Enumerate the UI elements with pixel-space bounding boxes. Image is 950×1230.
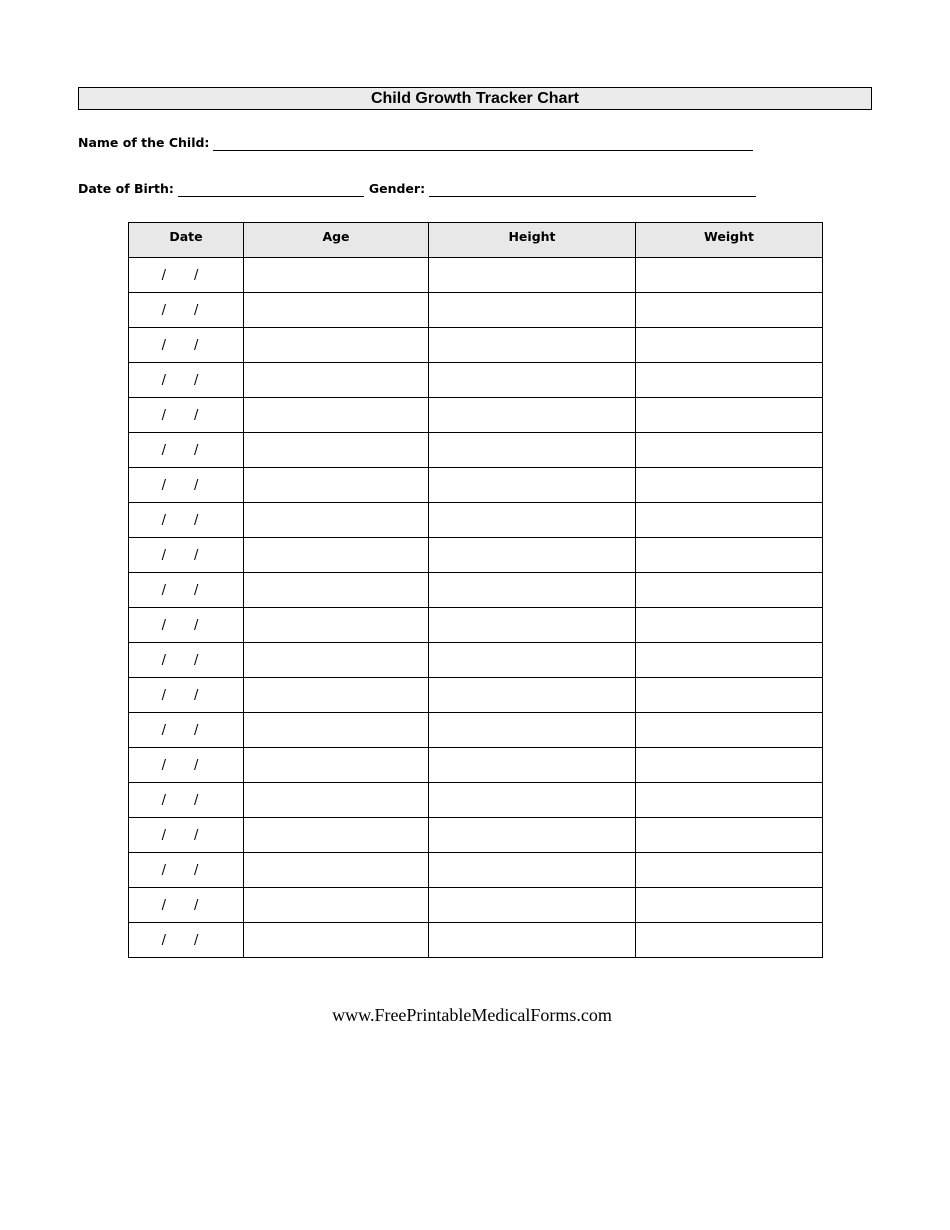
table-row: [129, 713, 823, 748]
date-separator: /: [161, 337, 166, 353]
table-body: [129, 258, 823, 958]
table-row: [129, 258, 823, 293]
weight-cell[interactable]: [636, 398, 823, 433]
date-separator: /: [161, 582, 166, 598]
date-separator: /: [194, 757, 199, 773]
table-row: [129, 818, 823, 853]
date-cell[interactable]: [129, 643, 244, 678]
date-separator: /: [194, 512, 199, 528]
dob-gender-field: [78, 181, 756, 197]
height-cell[interactable]: [429, 433, 636, 468]
height-cell[interactable]: [429, 748, 636, 783]
age-cell[interactable]: [244, 888, 429, 923]
dob-label: Date of Birth:: [78, 181, 174, 196]
date-separator: /: [161, 267, 166, 283]
header-height: Height: [429, 223, 636, 258]
date-separators: [162, 583, 199, 598]
date-separator: /: [161, 442, 166, 458]
date-separators: [162, 863, 199, 878]
gender-blank[interactable]: [429, 195, 756, 197]
table-row: [129, 678, 823, 713]
table-row: [129, 573, 823, 608]
date-separators: [162, 268, 199, 283]
date-separator: /: [194, 442, 199, 458]
date-separators: [162, 723, 199, 738]
height-cell[interactable]: [429, 853, 636, 888]
table-row: [129, 503, 823, 538]
date-separator: /: [161, 407, 166, 423]
weight-cell[interactable]: [636, 853, 823, 888]
date-separators: [162, 898, 199, 913]
date-separators: [162, 828, 199, 843]
date-cell[interactable]: [129, 608, 244, 643]
date-separator: /: [161, 757, 166, 773]
age-cell[interactable]: [244, 538, 429, 573]
date-separator: /: [161, 477, 166, 493]
child-name-blank[interactable]: [213, 149, 753, 151]
height-cell[interactable]: [429, 258, 636, 293]
weight-cell[interactable]: [636, 363, 823, 398]
table-header-row: [129, 223, 823, 258]
date-separator: /: [161, 862, 166, 878]
weight-cell[interactable]: [636, 748, 823, 783]
date-separators: [162, 933, 199, 948]
date-cell[interactable]: [129, 468, 244, 503]
height-cell[interactable]: [429, 573, 636, 608]
weight-cell[interactable]: [636, 468, 823, 503]
weight-cell[interactable]: [636, 503, 823, 538]
date-separator: /: [194, 407, 199, 423]
form-title: Child Growth Tracker Chart: [78, 87, 872, 110]
weight-cell[interactable]: [636, 328, 823, 363]
age-cell[interactable]: [244, 818, 429, 853]
date-cell[interactable]: [129, 293, 244, 328]
date-separator: /: [194, 302, 199, 318]
date-separators: [162, 793, 199, 808]
weight-cell[interactable]: [636, 258, 823, 293]
table-row: [129, 923, 823, 958]
height-cell[interactable]: [429, 818, 636, 853]
age-cell[interactable]: [244, 398, 429, 433]
date-separator: /: [194, 582, 199, 598]
date-separator: /: [161, 792, 166, 808]
date-separator: /: [194, 617, 199, 633]
date-separator: /: [194, 827, 199, 843]
date-separator: /: [161, 302, 166, 318]
date-separator: /: [194, 547, 199, 563]
date-cell[interactable]: [129, 328, 244, 363]
date-separator: /: [161, 827, 166, 843]
child-name-field: [78, 135, 753, 151]
dob-blank[interactable]: [178, 195, 364, 197]
date-separator: /: [194, 932, 199, 948]
date-separator: /: [161, 652, 166, 668]
weight-cell[interactable]: [636, 923, 823, 958]
weight-cell[interactable]: [636, 433, 823, 468]
table-row: [129, 748, 823, 783]
date-separator: /: [161, 932, 166, 948]
date-separator: /: [194, 862, 199, 878]
date-separators: [162, 688, 199, 703]
growth-table: [128, 222, 823, 958]
date-separator: /: [194, 722, 199, 738]
gender-label: Gender:: [368, 181, 426, 196]
weight-cell[interactable]: [636, 608, 823, 643]
date-separator: /: [161, 722, 166, 738]
date-separator: /: [194, 477, 199, 493]
date-cell[interactable]: [129, 398, 244, 433]
date-separator: /: [194, 897, 199, 913]
header-age: Age: [244, 223, 429, 258]
date-separators: [162, 653, 199, 668]
age-cell[interactable]: [244, 328, 429, 363]
date-separators: [162, 513, 199, 528]
age-cell[interactable]: [244, 853, 429, 888]
height-cell[interactable]: [429, 678, 636, 713]
age-cell[interactable]: [244, 608, 429, 643]
height-cell[interactable]: [429, 328, 636, 363]
footer-url: www.FreePrintableMedicalForms.com: [332, 1005, 612, 1025]
date-cell[interactable]: [129, 923, 244, 958]
weight-cell[interactable]: [636, 713, 823, 748]
table-row: [129, 328, 823, 363]
height-cell[interactable]: [429, 923, 636, 958]
weight-cell[interactable]: [636, 643, 823, 678]
height-cell[interactable]: [429, 713, 636, 748]
height-cell[interactable]: [429, 398, 636, 433]
date-cell[interactable]: [129, 363, 244, 398]
date-cell[interactable]: [129, 713, 244, 748]
table-row: [129, 468, 823, 503]
header-weight: Weight: [636, 223, 823, 258]
date-separator: /: [161, 547, 166, 563]
weight-cell[interactable]: [636, 678, 823, 713]
date-cell[interactable]: [129, 573, 244, 608]
weight-cell[interactable]: [636, 538, 823, 573]
weight-cell[interactable]: [636, 573, 823, 608]
date-separator: /: [194, 337, 199, 353]
age-cell[interactable]: [244, 923, 429, 958]
age-cell[interactable]: [244, 293, 429, 328]
date-cell[interactable]: [129, 748, 244, 783]
date-cell[interactable]: [129, 888, 244, 923]
date-cell[interactable]: [129, 258, 244, 293]
date-separators: [162, 408, 199, 423]
date-separator: /: [161, 512, 166, 528]
table-row: [129, 853, 823, 888]
table-row: [129, 783, 823, 818]
date-separators: [162, 443, 199, 458]
age-cell[interactable]: [244, 468, 429, 503]
age-cell[interactable]: [244, 503, 429, 538]
table-row: [129, 608, 823, 643]
weight-cell[interactable]: [636, 783, 823, 818]
weight-cell[interactable]: [636, 888, 823, 923]
age-cell[interactable]: [244, 258, 429, 293]
date-separators: [162, 338, 199, 353]
table-row: [129, 363, 823, 398]
height-cell[interactable]: [429, 783, 636, 818]
table-row: [129, 433, 823, 468]
date-cell[interactable]: [129, 678, 244, 713]
date-cell[interactable]: [129, 853, 244, 888]
date-cell[interactable]: [129, 538, 244, 573]
date-separators: [162, 758, 199, 773]
date-separators: [162, 548, 199, 563]
date-separator: /: [194, 267, 199, 283]
table-row: [129, 888, 823, 923]
weight-cell[interactable]: [636, 293, 823, 328]
height-cell[interactable]: [429, 643, 636, 678]
height-cell[interactable]: [429, 293, 636, 328]
header-date: Date: [129, 223, 244, 258]
age-cell[interactable]: [244, 643, 429, 678]
height-cell[interactable]: [429, 888, 636, 923]
date-separator: /: [194, 652, 199, 668]
weight-cell[interactable]: [636, 818, 823, 853]
age-cell[interactable]: [244, 783, 429, 818]
date-separators: [162, 618, 199, 633]
date-separators: [162, 373, 199, 388]
age-cell[interactable]: [244, 678, 429, 713]
date-separator: /: [161, 617, 166, 633]
table-row: [129, 398, 823, 433]
date-cell[interactable]: [129, 433, 244, 468]
child-name-label: Name of the Child:: [78, 135, 210, 150]
date-cell[interactable]: [129, 503, 244, 538]
date-cell[interactable]: [129, 818, 244, 853]
height-cell[interactable]: [429, 608, 636, 643]
date-separators: [162, 478, 199, 493]
table-row: [129, 643, 823, 678]
date-separators: [162, 303, 199, 318]
table-row: [129, 538, 823, 573]
date-separator: /: [161, 687, 166, 703]
height-cell[interactable]: [429, 503, 636, 538]
date-separator: /: [194, 792, 199, 808]
height-cell[interactable]: [429, 468, 636, 503]
age-cell[interactable]: [244, 748, 429, 783]
height-cell[interactable]: [429, 363, 636, 398]
age-cell[interactable]: [244, 573, 429, 608]
age-cell[interactable]: [244, 363, 429, 398]
age-cell[interactable]: [244, 433, 429, 468]
age-cell[interactable]: [244, 713, 429, 748]
height-cell[interactable]: [429, 538, 636, 573]
date-separator: /: [161, 372, 166, 388]
date-separator: /: [161, 897, 166, 913]
date-cell[interactable]: [129, 783, 244, 818]
date-separator: /: [194, 372, 199, 388]
date-separator: /: [194, 687, 199, 703]
table-row: [129, 293, 823, 328]
